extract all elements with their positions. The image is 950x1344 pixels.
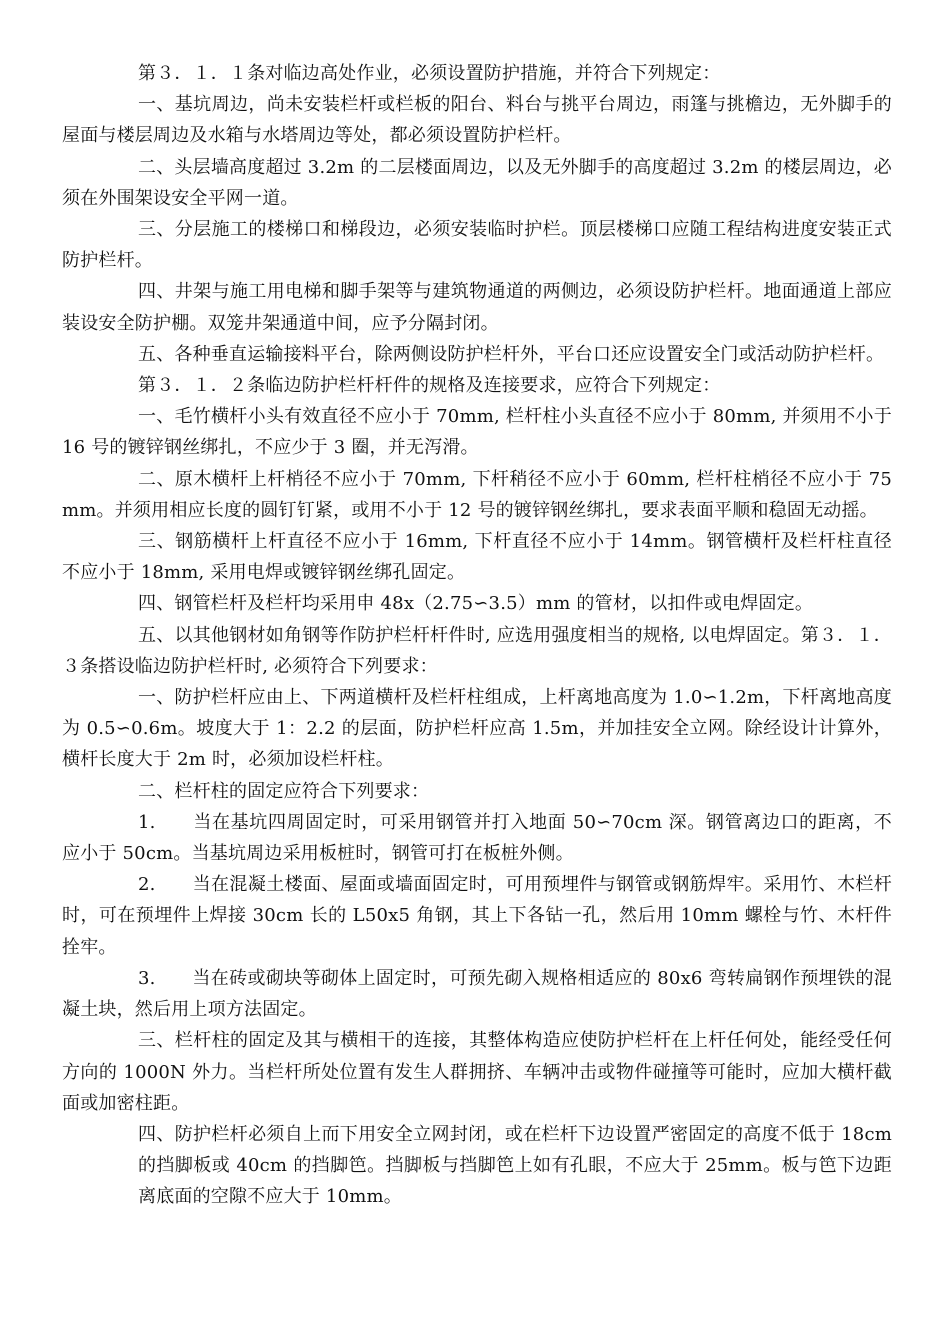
clause-3-1-2-heading: 第３．１．２条临边防护栏杆杆件的规格及连接要求，应符合下列规定： <box>138 375 721 397</box>
clause-3-1-1-item-4: 四、井架与施工用电梯和脚手架等与建筑物通道的两侧边，必须设防护栏杆。地面通道上部应装设安全防护棚。双笼井架通道中间，应予分隔封闭。 <box>62 281 892 334</box>
clause-3-1-3-item-4: 四、防护栏杆必须自上而下用安全立网封闭，或在栏杆下边设置严密固定的高度不低于 18cm 的挡脚板或 40cm 的挡脚笆。挡脚板与挡脚笆上如有孔眼，不应大于 25mm。板与笆下边距离底面的空隙不应大于 10mm。 <box>138 1123 892 1208</box>
clause-3-1-1-item-5: 五、各种垂直运输接料平台，除两侧设防护栏杆外，平台口还应设置安全门或活动防护栏杆。 <box>138 343 885 365</box>
clause-3-1-1-item-1: 一、基坑周边，尚未安装栏杆或栏板的阳台、料台与挑平台周边，雨篷与挑檐边，无外脚手的屋面与楼层周边及水箱与水塔周边等处，都必须设置防护栏杆。 <box>62 94 892 147</box>
clause-3-1-1-heading: 第３．１．１条对临边高处作业，必须设置防护措施，并符合下列规定： <box>138 63 721 84</box>
clause-3-1-2-item-4: 四、钢管栏杆及栏杆均采用申 48x（2.75∽3.5）mm 的管材，以扣件或电焊固定。 <box>138 593 814 615</box>
clause-3-1-1-item-3: 三、分层施工的楼梯口和梯段边，必须安装临时护栏。顶层楼梯口应随工程结构进度安装正式防护栏杆。 <box>62 219 892 272</box>
clause-3-1-3-item-1: 一、防护栏杆应由上、下两道横杆及栏杆柱组成，上杆离地高度为 1.0∽1.2m，下杆离地高度为 0.5∽0.6m。坡度大于 1：2.2 的层面，防护栏杆应高 1.5m，并加挂安全立网。除经设计计算外，横杆长度大于 2m 时，必须加设栏杆柱。 <box>62 687 892 771</box>
clause-3-1-2-item-1: 一、毛竹横杆小头有效直径不应小于 70mm, 栏杆柱小头直径不应小于 80mm, 并须用不小于 16 号的镀锌钢丝绑扎，不应少于 3 圈，并无泻滑。 <box>62 406 892 459</box>
clause-3-1-3-subitem-2: 2. 当在混凝土楼面、屋面或墙面固定时，可用预埋件与钢管或钢筋焊牢。采用竹、木栏杆时，可在预埋件上焊接 30cm 长的 L50x5 角钢，其上下各钻一孔，然后用 10mm 螺栓与竹、木杆件拴牢。 <box>62 874 892 958</box>
clause-3-1-3-subitem-1: 1. 当在基坑四周固定时，可采用钢管并打入地面 50∽70cm 深。钢管离边口的距离，不应小于 50cm。当基坑周边采用板桩时，钢管可打在板桩外侧。 <box>62 811 892 865</box>
clause-3-1-3-item-3: 三、栏杆柱的固定及其与横相干的连接，其整体构造应使防护栏杆在上杆任何处，能经受任何方向的 1000N 外力。当栏杆所处位置有发生人群拥挤、车辆冲击或物件碰撞等可能时，应加大横杆截面或加密柱距。 <box>62 1030 892 1114</box>
clause-3-1-3-item-2: 二、栏杆柱的固定应符合下列要求： <box>138 780 430 802</box>
clause-3-1-2-item-5: 五、以其他钢材如角钢等作防护栏杆杆件时, 应选用强度相当的规格, 以电焊固定。第３．１．３条搭设临边防护栏杆时, 必须符合下列要求： <box>62 624 892 677</box>
clause-3-1-2-item-2: 二、原木横杆上杆梢径不应小于 70mm, 下杆稍径不应小于 60mm, 栏杆柱梢径不应小于 75mm。并须用相应长度的圆钉钉紧，或用不小于 12 号的镀锌钢丝绑扎，要求表面平顺和稳固无动摇。 <box>62 468 892 521</box>
clause-3-1-3-subitem-3: 3. 当在砖或砌块等砌体上固定时，可预先砌入规格相适应的 80x6 弯转扁钢作预埋铁的混凝土块，然后用上项方法固定。 <box>62 967 892 1021</box>
clause-3-1-1-item-2: 二、头层墙高度超过 3.2m 的二层楼面周边，以及无外脚手的高度超过 3.2m 的楼层周边，必须在外围架设安全平网一道。 <box>62 156 892 209</box>
document-body <box>62 58 892 1213</box>
clause-3-1-2-item-3: 三、钢筋横杆上杆直径不应小于 16mm, 下杆直径不应小于 14mm。钢管横杆及栏杆柱直径不应小于 18mm, 采用电焊或镀锌钢丝绑孔固定。 <box>62 531 892 584</box>
